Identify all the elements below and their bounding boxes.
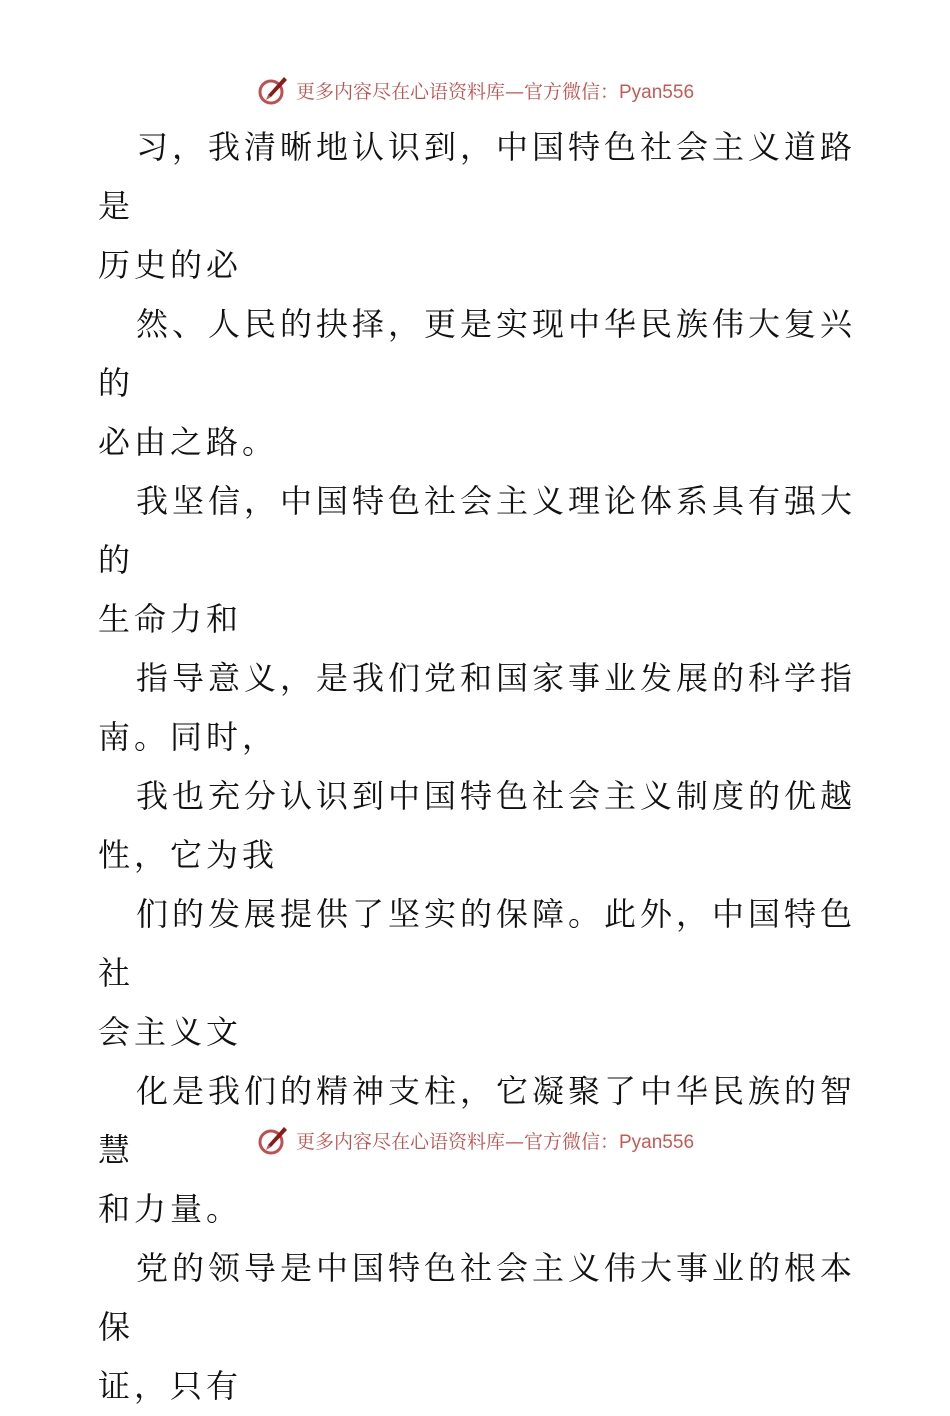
- paragraph-line: 生命力和: [98, 600, 243, 638]
- paragraph-line: 党的领导是中国特色社会主义伟大事业的根本保: [98, 1249, 857, 1346]
- paragraph: [98, 649, 858, 767]
- header-banner: [0, 70, 950, 110]
- paragraph-line: 南。同时，: [98, 718, 279, 756]
- quill-circle-logo-icon: [256, 1123, 290, 1157]
- document-body: [98, 118, 858, 1416]
- paragraph-line: 和力量。: [98, 1190, 243, 1228]
- footer-handle: Pyan556: [619, 1131, 695, 1153]
- footer-banner: [0, 1120, 950, 1160]
- paragraph-line: 会主义文: [98, 1013, 243, 1051]
- paragraph: [98, 767, 858, 885]
- paragraph-line: 化是我们的精神支柱，它凝聚了中华民族的智慧: [98, 1072, 857, 1169]
- paragraph: [98, 118, 858, 295]
- paragraph-line: 历史的必: [98, 246, 243, 284]
- paragraph-line: 习，我清晰地认识到，中国特色社会主义道路是: [98, 128, 857, 225]
- paragraph: [98, 472, 858, 649]
- quill-circle-logo-icon: [256, 73, 290, 107]
- paragraph-line: 们的发展提供了坚实的保障。此外，中国特色社: [98, 895, 857, 992]
- header-text: 更多内容尽在心语资料库—官方微信：: [295, 80, 619, 103]
- header-banner-text: [296, 77, 694, 104]
- paragraph-line: 指导意义，是我们党和国家事业发展的科学指: [136, 659, 857, 697]
- paragraph: [98, 885, 858, 1062]
- paragraph-line: 必由之路。: [98, 423, 279, 461]
- paragraph-line: 性，它为我: [98, 836, 279, 874]
- paragraph-line: 我也充分认识到中国特色社会主义制度的优越: [136, 777, 857, 815]
- paragraph-line: 我坚信，中国特色社会主义理论体系具有强大的: [98, 482, 857, 579]
- footer-text: 更多内容尽在心语资料库—官方微信：: [295, 1130, 619, 1153]
- paragraph: [98, 295, 858, 472]
- paragraph-line: 然、人民的抉择，更是实现中华民族伟大复兴的: [98, 305, 857, 402]
- header-handle: Pyan556: [619, 81, 695, 103]
- paragraph: [98, 1239, 858, 1416]
- paragraph-line: 证，只有: [98, 1367, 243, 1405]
- footer-banner-text: [296, 1127, 694, 1154]
